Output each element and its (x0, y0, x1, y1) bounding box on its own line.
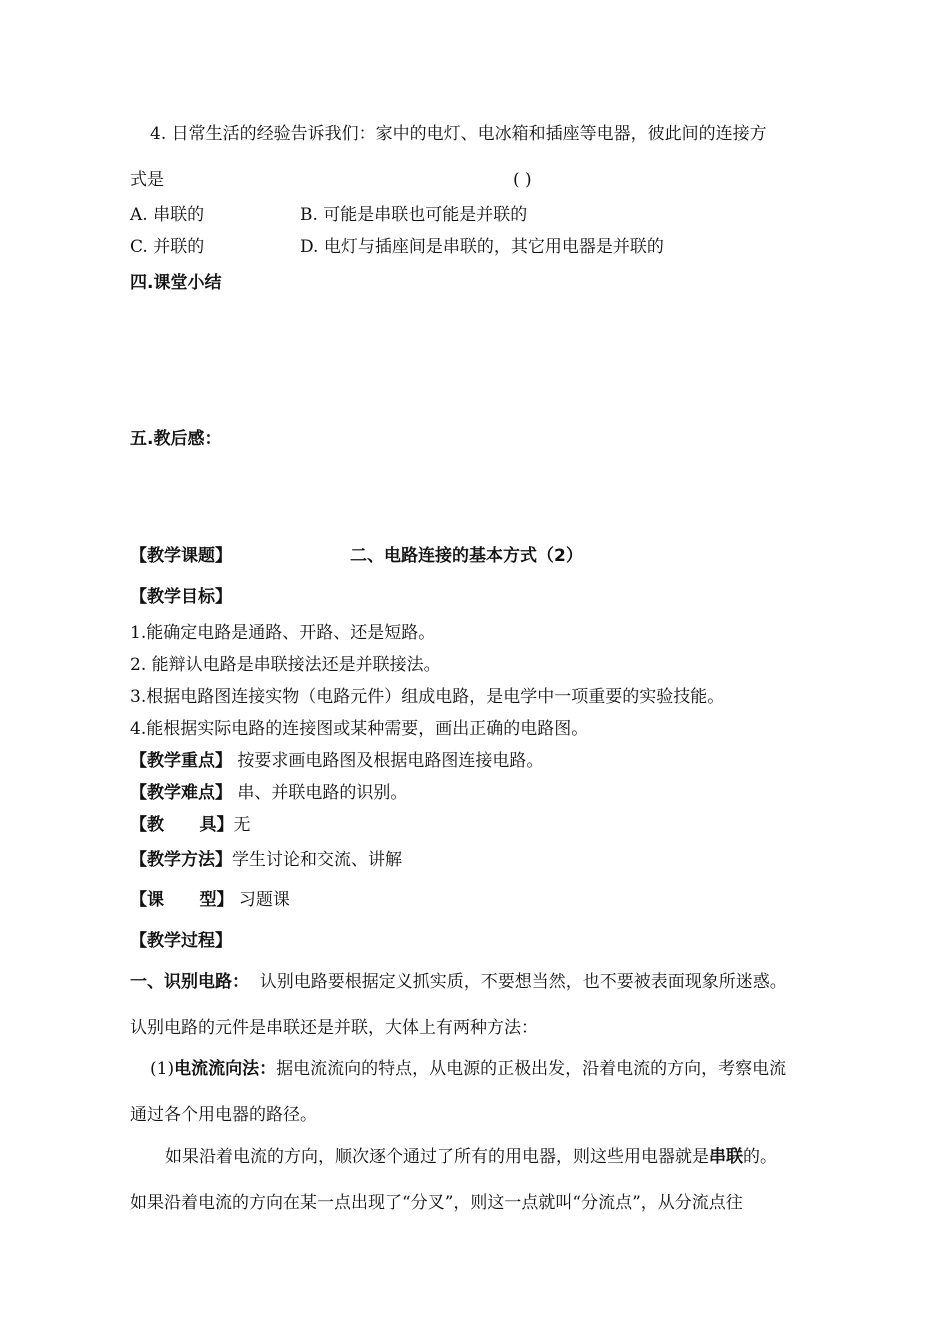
current-flow-method-heading: 电流流向法： (174, 1059, 277, 1079)
option-c: C. 并联的 (130, 237, 205, 257)
difficulty-label: 【教学难点】 (130, 783, 232, 803)
series-rule-end: 的。 (743, 1147, 777, 1167)
process-label: 【教学过程】 (130, 931, 232, 951)
type-row (130, 889, 290, 911)
focus-label: 【教学重点】 (130, 751, 232, 771)
option-b: B. 可能是串联也可能是并联的 (300, 205, 528, 225)
option-d: D. 电灯与插座间是串联的，其它用电器是并联的 (300, 237, 664, 257)
paragraph-methods-intro: 认别电路的元件是串联还是并联，大体上有两种方法： (130, 1018, 538, 1038)
paragraph-current-flow-continued: 通过各个用电器的路径。 (130, 1105, 317, 1125)
paragraph-current-flow-method (150, 1058, 786, 1080)
difficulty-text: 串、并联电路的识别。 (232, 783, 408, 803)
difficulty-row (130, 782, 407, 804)
series-keyword: 串联 (709, 1147, 743, 1167)
tools-label: 【教 具】 (130, 815, 234, 835)
method-text: 学生讨论和交流、讲解 (232, 850, 402, 870)
topic-title: 二、电路连接的基本方式（2） (350, 546, 583, 566)
goal-item: 4.能根据实际电路的连接图或某种需要，画出正确的电路图。 (130, 719, 589, 739)
identify-circuit-heading: 一、识别电路： (130, 972, 249, 992)
focus-row (130, 750, 543, 772)
series-rule-text: 如果沿着电流的方向，顺次逐个通过了所有的用电器，则这些用电器就是 (165, 1147, 709, 1167)
goal-item: 2. 能辩认电路是串联接法还是并联接法。 (130, 655, 441, 675)
method-number: (1) (150, 1059, 175, 1079)
question-4-line-2: 式是 (130, 170, 164, 190)
type-text: 习题课 (233, 890, 290, 910)
paragraph-branch-point: 如果沿着电流的方向在某一点出现了“分叉”，则这一点就叫“分流点”，从分流点往 (130, 1193, 743, 1213)
focus-text: 按要求画电路图及根据电路图连接电路。 (232, 751, 544, 771)
method-label: 【教学方法】 (130, 850, 232, 870)
answer-parentheses: ( ) (513, 170, 532, 190)
topic-label: 【教学课题】 (130, 546, 232, 566)
paragraph-identify-circuit (130, 971, 787, 993)
goals-label: 【教学目标】 (130, 587, 232, 607)
current-flow-method-text: 据电流流向的特点，从电源的正极出发，沿着电流的方向，考察电流 (276, 1059, 787, 1079)
identify-circuit-text: 认别电路要根据定义抓实质，不要想当然，也不要被表面现象所迷惑。 (249, 972, 787, 992)
question-4-line-1: 4. 日常生活的经验告诉我们：家中的电灯、电冰箱和插座等电器，彼此间的连接方 (150, 124, 767, 144)
tools-text: 无 (233, 815, 251, 835)
goal-item: 1.能确定电路是通路、开路、还是短路。 (130, 623, 436, 643)
section-summary-heading: 四.课堂小结 (130, 273, 222, 293)
goal-item: 3.根据电路图连接实物（电路元件）组成电路，是电学中一项重要的实验技能。 (130, 687, 725, 707)
option-a: A. 串联的 (130, 205, 205, 225)
paragraph-series-rule (165, 1146, 777, 1168)
section-reflection-heading: 五.教后感： (130, 429, 222, 449)
tools-row (130, 814, 251, 836)
type-label: 【课 型】 (130, 890, 234, 910)
method-row (130, 849, 402, 871)
